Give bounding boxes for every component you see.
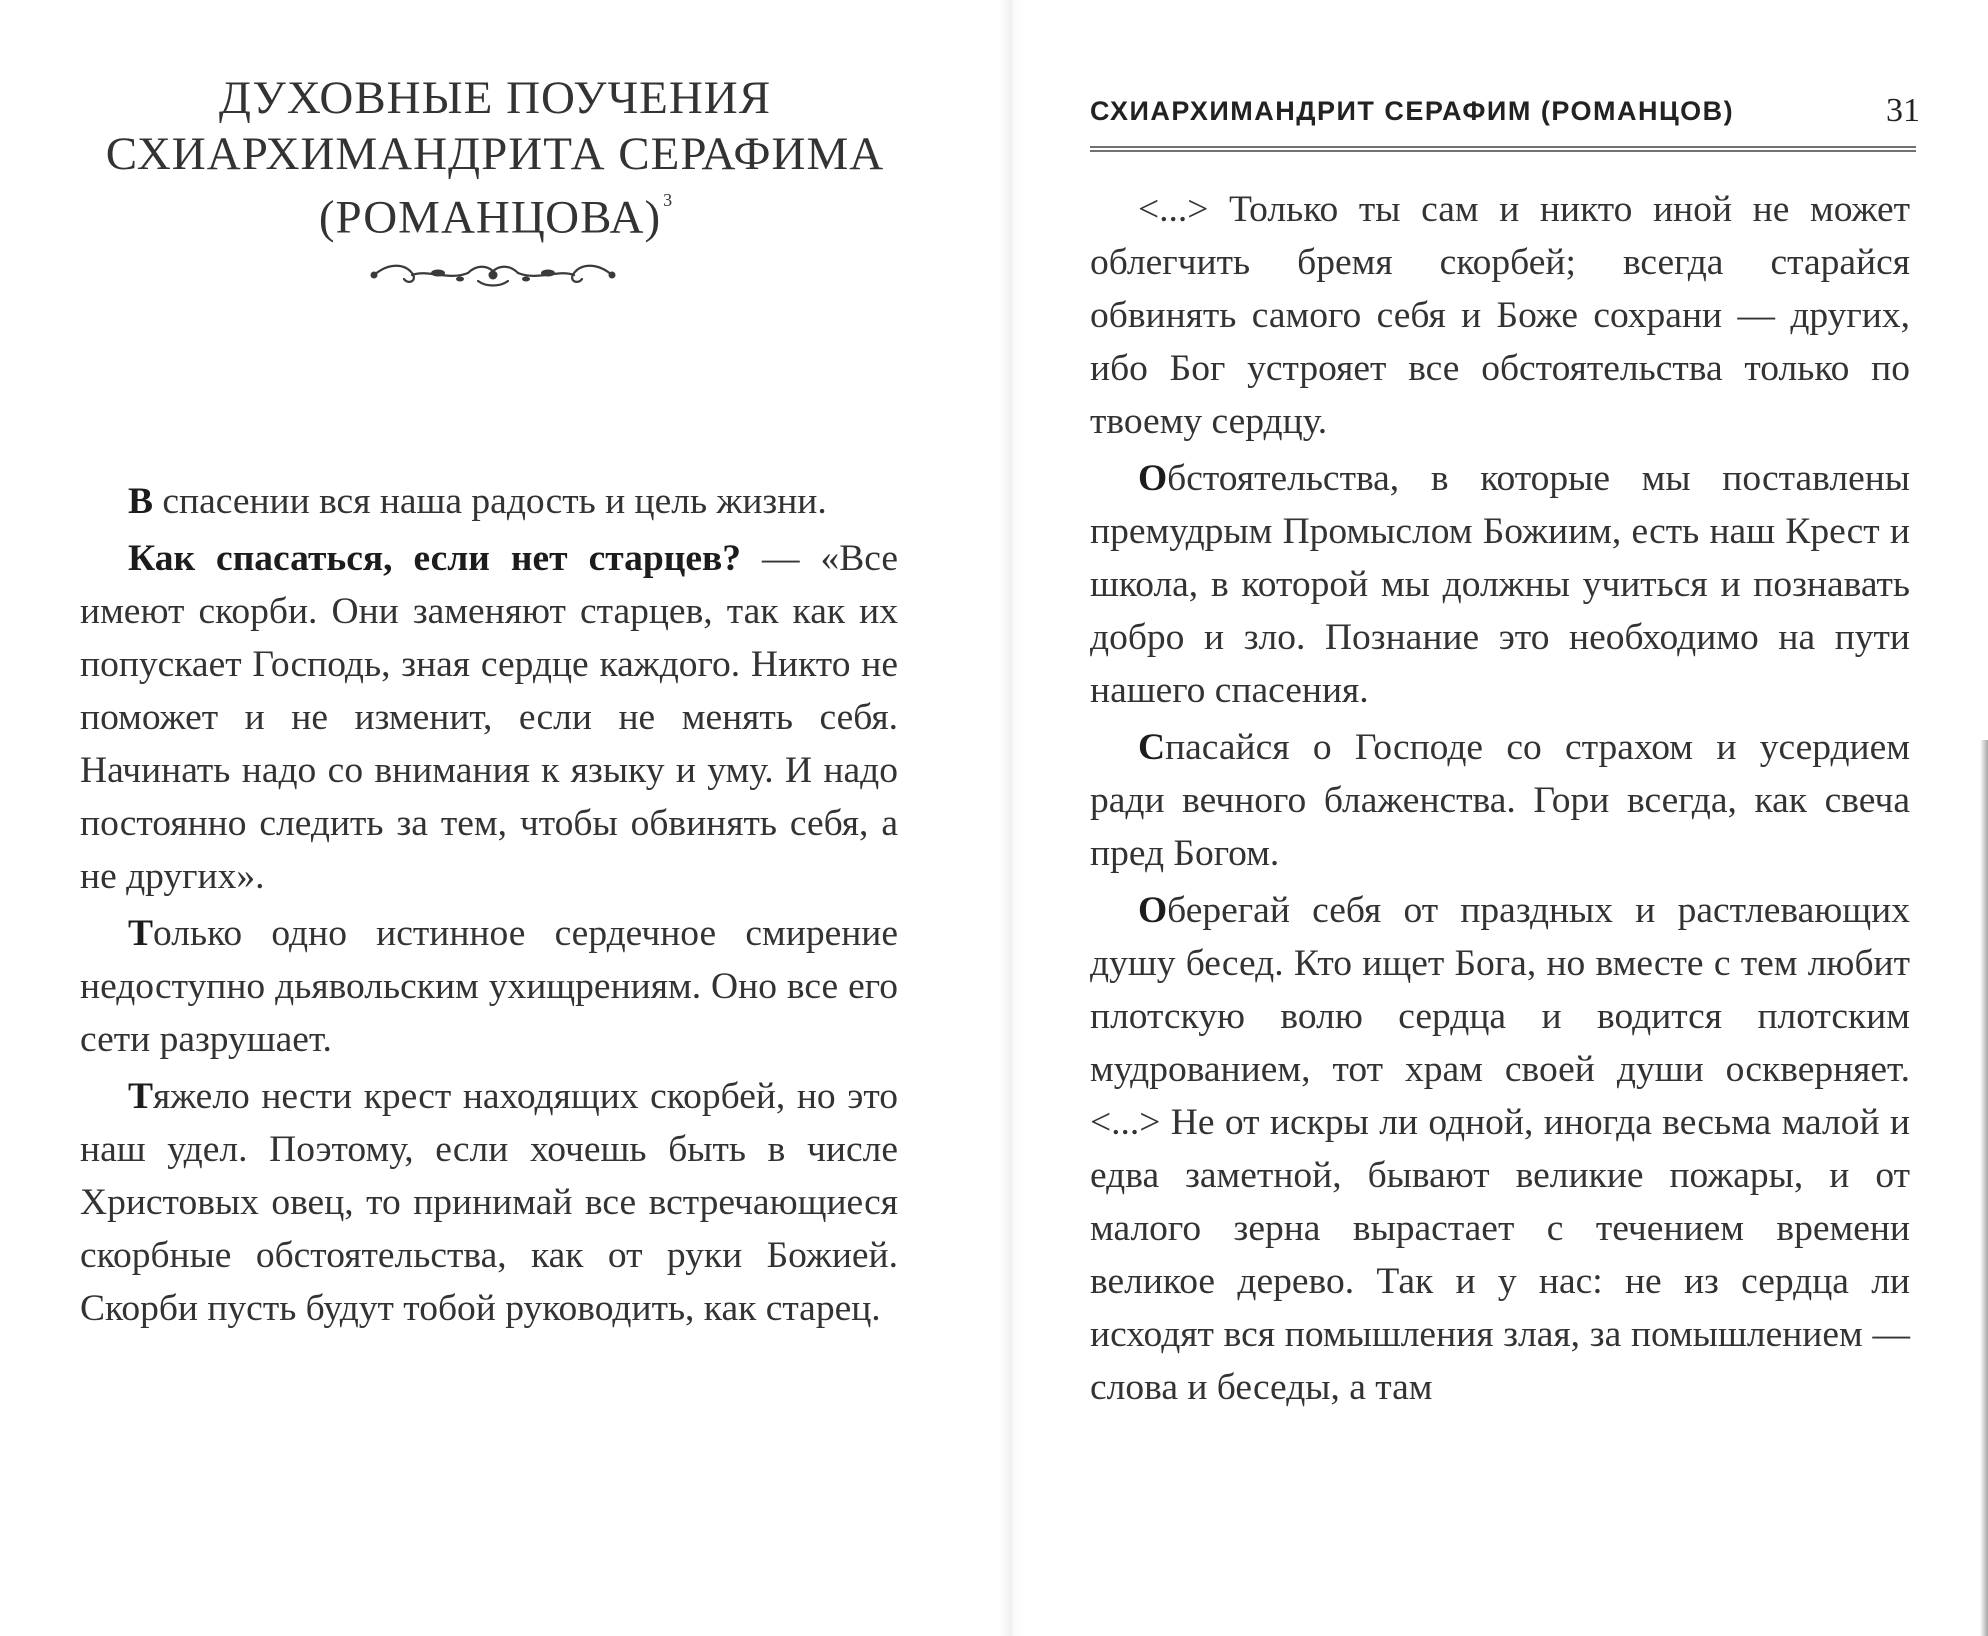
paragraph: В спасении вся наша радость и цель жизни. <box>128 481 827 522</box>
page-edge-shadow <box>1980 740 1988 1636</box>
paragraph: Оберегай себя от праздных и растлевающих душу бесед. Кто ищет Бога, но вместе с тем любит плотскую волю сердца и водится плотским мудрованием, тот храм своей души оскверняет. <...> Не от искры ли одной, иногда весьма малой и едва заметной, бывают великие пожары, и от малого зерна вырастает с течением времени великое дерево. Так и у нас: не из сердца ли исходят вся помышления злая, за помышлением — слова и беседы, а там <box>1090 890 1910 1408</box>
chapter-title <box>80 70 910 246</box>
chapter-title-line-3: (РОМАНЦОВА) $^3$ <box>318 190 674 244</box>
floral-ornament-icon <box>368 255 618 295</box>
right-page <box>1010 0 1988 1636</box>
footnote-reference[interactable]: 3 <box>663 190 674 210</box>
right-page-body <box>1090 183 1910 1418</box>
header-rule <box>1090 145 1916 155</box>
paragraph: Как спасаться, если нет старцев? — «Все имеют скорби. Они заменяют старцев, так как их попускает Господь, зная сердце каждого. Никто не поможет и не изменит, если не менять себя. Начинать надо со внимания к языку и уму. И надо постоянно следить за тем, чтобы обвинять себя, а не других». <box>80 538 898 897</box>
chapter-title-line-2: СХИАРХИМАНДРИТА СЕРАФИМА <box>105 128 885 180</box>
paragraph: <...> Только ты сам и никто иной не может облегчить бремя скорбей; всегда старайся обвинять самого себя и Боже сохрани — других, ибо Бог устрояет все обстоятельства только по твоему сердцу. <box>1090 189 1910 442</box>
left-page-body <box>80 475 898 1339</box>
paragraph: Тяжело нести крест находящих скорбей, но это наш удел. Поэтому, если хочешь быть в числе Христовых овец, то принимай все встречающиеся скорбные обстоятельства, как от руки Божией. Скорби пусть будут тобой руководить, как старец. <box>80 1076 898 1329</box>
chapter-title-line-1: ДУХОВНЫЕ ПОУЧЕНИЯ <box>218 72 772 124</box>
page-number: 31 <box>1886 92 1920 129</box>
running-head: СХИАРХИМАНДРИТ СЕРАФИМ (РОМАНЦОВ) <box>1090 96 1735 126</box>
paragraph: Спасайся о Господе со страхом и усердием ради вечного блаженства. Гори всегда, как свеча пред Богом. <box>1090 727 1910 874</box>
paragraph: Обстоятельства, в которые мы поставлены премудрым Промыслом Божиим, есть наш Крест и школа, в которой мы должны учиться и познавать добро и зло. Познание это необходимо на пути нашего спасения. <box>1090 458 1910 711</box>
paragraph: Только одно истинное сердечное смирение недоступно дьявольским ухищрениям. Оно все его сети разрушает. <box>80 913 898 1060</box>
